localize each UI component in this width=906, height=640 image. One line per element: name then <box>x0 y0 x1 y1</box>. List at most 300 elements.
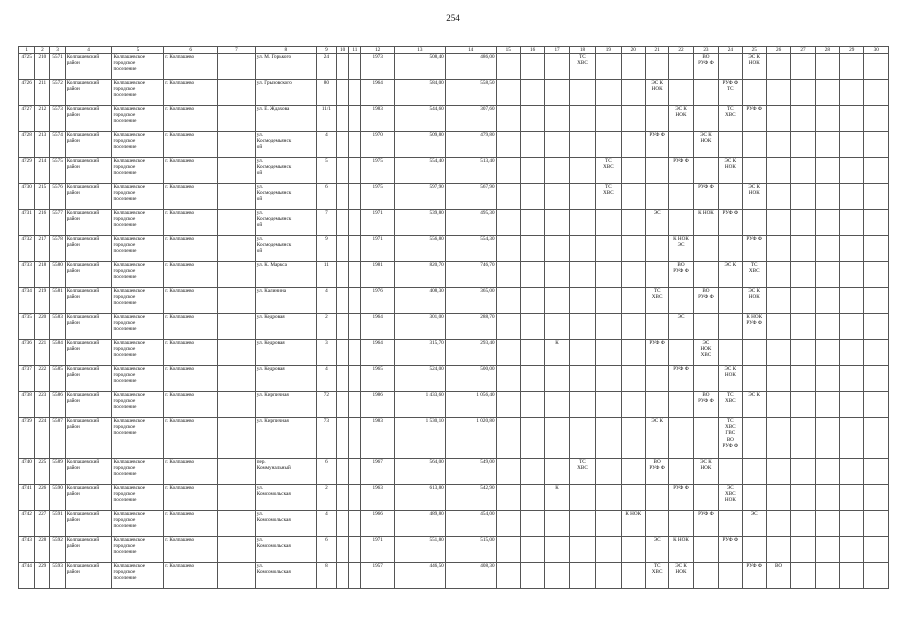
cell-text: РУФ Ф <box>746 106 762 112</box>
table-cell <box>719 132 742 158</box>
table-cell <box>864 106 889 132</box>
cell-text: 1963 <box>372 485 383 491</box>
table-cell <box>445 366 496 392</box>
cell-text: Колпашевский район <box>66 80 100 93</box>
table-cell <box>349 288 361 314</box>
table-cell <box>569 485 595 511</box>
table-cell <box>645 210 668 236</box>
cell-text: ул. Кедровая <box>256 340 285 346</box>
table-cell <box>394 80 445 106</box>
page-number: 254 <box>446 13 460 23</box>
table-cell <box>864 392 889 418</box>
table-cell <box>693 563 718 589</box>
table-cell <box>255 288 316 314</box>
table-cell <box>645 537 668 563</box>
table-cell <box>719 418 742 459</box>
cell-text: 5583 <box>52 314 63 320</box>
table-cell <box>596 485 621 511</box>
table-cell <box>50 184 65 210</box>
table-cell <box>316 366 336 392</box>
table-row <box>19 54 889 80</box>
table-cell <box>669 132 693 158</box>
cell-text: Колпашевское городское поселение <box>113 236 146 255</box>
table-cell <box>766 511 790 537</box>
table-cell <box>218 314 256 340</box>
table-cell <box>361 485 395 511</box>
table-cell <box>815 366 839 392</box>
table-cell <box>394 366 445 392</box>
cell-text: 24 <box>323 54 329 60</box>
table-cell <box>445 288 496 314</box>
cell-text: 220 <box>38 314 47 320</box>
cell-text: РУФ Ф <box>722 210 739 216</box>
table-cell <box>791 288 815 314</box>
cell-text: 1986 <box>372 392 383 398</box>
table-cell <box>316 80 336 106</box>
cell-text: 301,00 <box>429 314 444 320</box>
table-cell <box>65 366 112 392</box>
table-cell <box>693 392 718 418</box>
cell-text: 820,70 <box>429 262 444 268</box>
table-cell <box>815 537 839 563</box>
cell-text: 5584 <box>52 340 63 346</box>
table-cell <box>394 54 445 80</box>
table-cell <box>520 210 544 236</box>
cell-text: 1967 <box>372 459 383 465</box>
cell-text: Колпашевское городское поселение <box>113 366 146 385</box>
table-cell <box>766 288 790 314</box>
table-cell <box>840 537 864 563</box>
table-cell <box>255 418 316 459</box>
column-number: 27 <box>791 47 815 54</box>
cell-text: ЭС К НОК <box>748 54 761 67</box>
table-cell <box>349 314 361 340</box>
table-cell <box>742 288 766 314</box>
table-cell <box>864 262 889 288</box>
cell-text: 217 <box>38 236 47 242</box>
table-cell <box>316 184 336 210</box>
table-cell <box>645 366 668 392</box>
cell-text: 567,90 <box>480 184 495 190</box>
table-cell <box>337 236 349 262</box>
table-cell <box>19 288 35 314</box>
table-cell <box>596 210 621 236</box>
table-cell <box>349 418 361 459</box>
table-cell <box>569 132 595 158</box>
table-cell <box>35 288 50 314</box>
table-cell <box>255 210 316 236</box>
table-row <box>19 459 889 485</box>
column-number: 17 <box>545 47 569 54</box>
cell-text: ТС ХВС <box>724 106 736 119</box>
table-cell <box>569 392 595 418</box>
cell-text: г. Колпашево <box>165 366 195 372</box>
table-cell <box>645 262 668 288</box>
cell-text: г. Колпашево <box>165 537 195 543</box>
table-cell <box>337 459 349 485</box>
table-cell <box>112 511 164 537</box>
table-cell <box>218 132 256 158</box>
cell-text: 408,30 <box>429 288 444 294</box>
table-cell <box>255 236 316 262</box>
cell-text: 5571 <box>52 54 63 60</box>
table-cell <box>35 236 50 262</box>
table-cell <box>65 132 112 158</box>
cell-text: г. Колпашево <box>165 106 195 112</box>
table-cell <box>112 80 164 106</box>
table-cell <box>50 314 65 340</box>
table-cell <box>35 511 50 537</box>
table-cell <box>645 184 668 210</box>
table-cell <box>815 418 839 459</box>
table-cell <box>255 459 316 485</box>
table-cell <box>545 418 569 459</box>
table-cell <box>840 366 864 392</box>
table-cell <box>496 563 520 589</box>
table-cell <box>445 132 496 158</box>
cell-text: ЭС К НОК <box>700 132 712 145</box>
table-cell <box>19 511 35 537</box>
cell-text: 224 <box>38 418 47 424</box>
table-cell <box>35 366 50 392</box>
table-cell <box>496 210 520 236</box>
table-cell <box>112 418 164 459</box>
table-cell <box>766 106 790 132</box>
table-cell <box>445 485 496 511</box>
table-cell <box>742 106 766 132</box>
table-cell <box>19 340 35 366</box>
cell-text: 4 <box>325 366 328 372</box>
table-cell <box>394 132 445 158</box>
table-cell <box>791 262 815 288</box>
table-cell <box>65 392 112 418</box>
cell-text: г. Колпашево <box>165 54 195 60</box>
table-cell <box>621 459 645 485</box>
cell-text: Колпашевский район <box>66 511 100 524</box>
table-cell <box>815 511 839 537</box>
cell-text: г. Колпашево <box>165 80 195 86</box>
cell-text: К НОК <box>625 511 642 517</box>
cell-text: ТС ХВС <box>577 54 588 67</box>
table-cell <box>218 184 256 210</box>
cell-text: 500,00 <box>480 366 495 372</box>
column-number: 7 <box>218 47 256 54</box>
cell-text: 4740 <box>21 459 32 465</box>
table-cell <box>349 158 361 184</box>
table-cell <box>50 80 65 106</box>
table-cell <box>791 54 815 80</box>
table-cell <box>164 366 218 392</box>
table-cell <box>316 158 336 184</box>
cell-text: 5573 <box>52 106 63 112</box>
table-cell <box>621 314 645 340</box>
cell-text: Колпашевское городское поселение <box>113 288 146 307</box>
table-cell <box>361 236 395 262</box>
table-cell <box>218 54 256 80</box>
table-cell <box>394 262 445 288</box>
cell-text: 4727 <box>21 106 32 112</box>
table-cell <box>337 563 349 589</box>
table-cell <box>337 511 349 537</box>
cell-text: 4726 <box>21 80 32 86</box>
cell-text: Колпашевское городское поселение <box>113 563 146 582</box>
cell-text: г. Колпашево <box>165 236 195 242</box>
table-cell <box>791 210 815 236</box>
cell-text: 554,40 <box>429 158 444 164</box>
table-cell <box>645 511 668 537</box>
table-cell <box>815 459 839 485</box>
table-cell <box>719 54 742 80</box>
table-cell <box>545 54 569 80</box>
cell-text: 549,00 <box>480 459 495 465</box>
table-cell <box>19 132 35 158</box>
cell-text: РУФ Ф <box>649 340 665 346</box>
cell-text: 554,30 <box>480 236 495 242</box>
cell-text: ул. К. Маркса <box>256 262 287 268</box>
cell-text: 315,70 <box>429 340 444 346</box>
cell-text: ТС ХВС <box>748 262 760 275</box>
table-cell <box>669 418 693 459</box>
cell-text: ЭС К НОК <box>651 80 663 93</box>
table-cell <box>65 106 112 132</box>
table-cell <box>361 210 395 236</box>
table-cell <box>35 80 50 106</box>
table-cell <box>815 485 839 511</box>
table-cell <box>840 485 864 511</box>
cell-text: 489,80 <box>429 511 444 517</box>
cell-text: пер. Коммунальный <box>256 459 291 472</box>
cell-text: ул. Комсомольская <box>256 511 291 524</box>
table-cell <box>840 563 864 589</box>
table-cell <box>50 366 65 392</box>
table-cell <box>719 511 742 537</box>
cell-text: Колпашевский район <box>66 418 100 431</box>
table-cell <box>496 54 520 80</box>
cell-text: РУФ Ф <box>722 537 739 543</box>
table-cell <box>596 54 621 80</box>
cell-text: г. Колпашево <box>165 184 195 190</box>
cell-text: ЭС К НОК <box>675 106 687 119</box>
table-cell <box>394 418 445 459</box>
table-cell <box>766 418 790 459</box>
table-cell <box>316 485 336 511</box>
table-cell <box>520 80 544 106</box>
cell-text: Колпашевский район <box>66 236 100 249</box>
table-cell <box>742 340 766 366</box>
table-cell <box>545 563 569 589</box>
table-cell <box>621 262 645 288</box>
cell-text: 5574 <box>52 132 63 138</box>
column-number: 21 <box>645 47 668 54</box>
cell-text: 5591 <box>52 511 63 517</box>
table-cell <box>445 54 496 80</box>
table-cell <box>742 392 766 418</box>
table-cell <box>766 262 790 288</box>
cell-text: Колпашевское городское поселение <box>113 459 146 478</box>
table-cell <box>719 366 742 392</box>
table-cell <box>337 80 349 106</box>
table-cell <box>112 314 164 340</box>
table-cell <box>693 485 718 511</box>
table-cell <box>394 511 445 537</box>
table-cell <box>815 80 839 106</box>
table-cell <box>50 537 65 563</box>
table-cell <box>569 184 595 210</box>
table-row <box>19 210 889 236</box>
table-cell <box>864 132 889 158</box>
table-cell <box>719 262 742 288</box>
table-cell <box>693 106 718 132</box>
table-cell <box>316 262 336 288</box>
table-cell <box>569 511 595 537</box>
table-cell <box>766 158 790 184</box>
cell-text: 564,00 <box>429 459 444 465</box>
table-row <box>19 314 889 340</box>
cell-text: 5593 <box>52 563 63 569</box>
table-cell <box>864 366 889 392</box>
table-cell <box>349 340 361 366</box>
cell-text: 1 056,40 <box>476 392 495 398</box>
cell-text: РУФ Ф <box>698 511 714 517</box>
cell-text: Колпашевский район <box>66 563 100 576</box>
table-cell <box>394 210 445 236</box>
table-cell <box>693 184 718 210</box>
table-cell <box>349 236 361 262</box>
table-cell <box>742 210 766 236</box>
table-cell <box>520 132 544 158</box>
table-cell <box>255 262 316 288</box>
cell-text: 4735 <box>21 314 32 320</box>
table-cell <box>112 392 164 418</box>
table-cell <box>316 459 336 485</box>
table-cell <box>596 158 621 184</box>
cell-text: ул. Комсомольская <box>256 563 291 576</box>
table-cell <box>645 54 668 80</box>
table-cell <box>596 392 621 418</box>
cell-text: 215 <box>38 184 47 190</box>
table-cell <box>719 485 742 511</box>
cell-text: РУФ Ф <box>673 366 689 372</box>
table-cell <box>742 485 766 511</box>
table-cell <box>361 418 395 459</box>
cell-text: 219 <box>38 288 47 294</box>
table-cell <box>394 563 445 589</box>
column-number: 26 <box>766 47 790 54</box>
cell-text: 3 <box>325 340 328 346</box>
cell-text: 558,50 <box>480 80 495 86</box>
cell-text: ул. Комсомольская <box>256 537 291 550</box>
column-number: 24 <box>719 47 742 54</box>
table-cell <box>545 485 569 511</box>
table-cell <box>864 459 889 485</box>
table-cell <box>815 184 839 210</box>
table-cell <box>394 158 445 184</box>
table-cell <box>719 184 742 210</box>
table-cell <box>496 132 520 158</box>
cell-text: ул. Кедровая <box>256 314 285 320</box>
cell-text: 1 530,10 <box>425 418 444 424</box>
cell-text: 218 <box>38 262 47 268</box>
table-cell <box>65 418 112 459</box>
table-cell <box>669 314 693 340</box>
table-cell <box>19 563 35 589</box>
table-cell <box>621 537 645 563</box>
table-cell <box>361 80 395 106</box>
table-cell <box>815 262 839 288</box>
table-cell <box>35 158 50 184</box>
cell-text: 4737 <box>21 366 32 372</box>
table-cell <box>316 418 336 459</box>
cell-text: ЭС <box>677 314 685 320</box>
cell-text: Колпашевское городское поселение <box>113 54 146 73</box>
column-number: 16 <box>520 47 544 54</box>
table-cell <box>766 563 790 589</box>
table-cell <box>349 106 361 132</box>
table-cell <box>840 459 864 485</box>
table-cell <box>496 158 520 184</box>
cell-text: 4743 <box>21 537 32 543</box>
table-cell <box>596 184 621 210</box>
table-cell <box>19 392 35 418</box>
table-cell <box>840 158 864 184</box>
table-cell <box>545 288 569 314</box>
table-cell <box>520 158 544 184</box>
table-cell <box>255 392 316 418</box>
table-cell <box>255 537 316 563</box>
cell-text: 210 <box>38 54 47 60</box>
table-cell <box>349 54 361 80</box>
column-number: 23 <box>693 47 718 54</box>
table-cell <box>840 340 864 366</box>
table-cell <box>719 288 742 314</box>
cell-text: 5575 <box>52 158 63 164</box>
table-cell <box>50 132 65 158</box>
table-cell <box>569 106 595 132</box>
table-cell <box>361 340 395 366</box>
cell-text: 73 <box>323 418 329 424</box>
table-cell <box>164 262 218 288</box>
table-cell <box>445 262 496 288</box>
table-cell <box>361 537 395 563</box>
cell-text: 1964 <box>372 340 383 346</box>
table-cell <box>35 106 50 132</box>
table-cell <box>496 340 520 366</box>
table-cell <box>361 132 395 158</box>
table-cell <box>742 366 766 392</box>
table-cell <box>545 537 569 563</box>
table-cell <box>693 210 718 236</box>
table-cell <box>496 511 520 537</box>
table-cell <box>864 485 889 511</box>
cell-text: 212 <box>38 106 47 112</box>
cell-text: 1 433,60 <box>425 392 444 398</box>
table-cell <box>164 132 218 158</box>
table-cell <box>65 511 112 537</box>
table-cell <box>496 366 520 392</box>
cell-text: 4741 <box>21 485 32 491</box>
table-cell <box>361 392 395 418</box>
cell-text: Колпашевский район <box>66 106 100 119</box>
table-cell <box>337 537 349 563</box>
table-cell <box>496 262 520 288</box>
cell-text: 1975 <box>372 158 383 164</box>
cell-text: ул. Кедровая <box>256 366 285 372</box>
table-cell <box>218 392 256 418</box>
table-cell <box>864 80 889 106</box>
table-cell <box>621 54 645 80</box>
cell-text: Колпашевский район <box>66 210 100 223</box>
table-row <box>19 158 889 184</box>
